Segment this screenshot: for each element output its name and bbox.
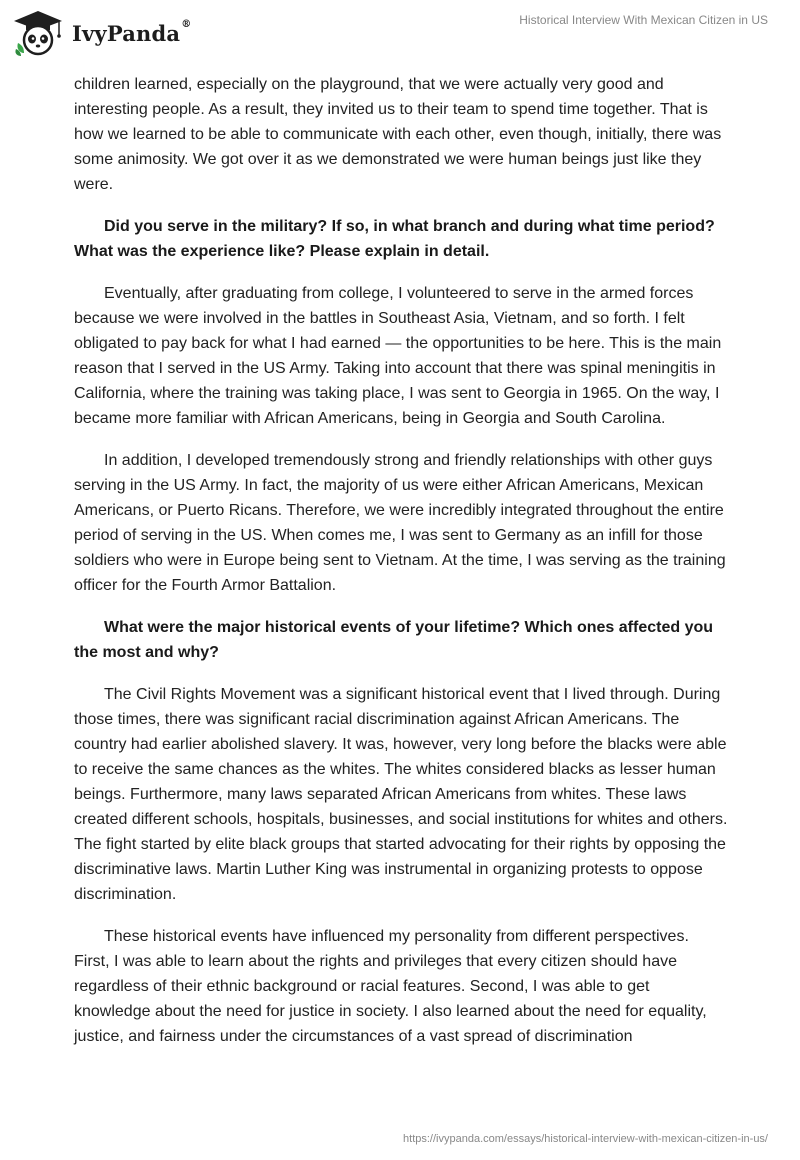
ivypanda-logo[interactable]	[12, 8, 191, 58]
source-url[interactable]: https://ivypanda.com/essays/historical-interview-with-mexican-citizen-in-us/	[403, 1133, 768, 1145]
document-title: Historical Interview With Mexican Citizen in US	[519, 13, 768, 27]
brand-text: IvyPanda	[72, 20, 181, 46]
paragraph: These historical events have influenced my personality from different perspectives. First, I was able to learn about the rights and privileges that every citizen should have regardless of their ethnic background or racial features. Second, I was able to get knowledge about the need for justice in society. I also learned about the need for equality, justice, and fairness under the circumstances of a vast spread of discrimination	[74, 928, 707, 1045]
page-header	[0, 0, 800, 70]
paragraph: Eventually, after graduating from college, I volunteered to serve in the armed forces because we were involved in the battles in Southeast Asia, Vietnam, and so forth. I felt obligated to pay back for what I had earned — the opportunities to be here. This is the main reason that I served in the US Army. Taking into account that there was spinal meningitis in California, where the training was taking place, I was sent to Georgia in 1965. On the way, I became more familiar with African Americans, being in Georgia and South Carolina.	[74, 285, 722, 427]
paragraph: In addition, I developed tremendously strong and friendly relationships with other guys serving in the US Army. In fact, the majority of us were either African Americans, Mexican Americans, or Puerto Ricans. Therefore, we were incredibly integrated throughout the entire period of serving in the US. When comes me, I was sent to Germany as an infill for those soldiers who were in Europe being sent to Vietnam. At the time, I was serving as the training officer for the Fourth Armor Battalion.	[74, 452, 726, 594]
interview-question: Did you serve in the military? If so, in what branch and during what time period? What was the experience like? Please explain in detail.	[74, 218, 715, 260]
paragraph: The Civil Rights Movement was a significant historical event that I lived through. During those times, there was significant racial discrimination against African Americans. The country had earlier abolished slavery. It was, however, very long before the blacks were able to receive the same chances as the whites. The whites considered blacks as lesser human beings. Furthermore, many laws separated African Americans from whites. These laws created different schools, hospitals, businesses, and social institutions for whites and others. The fight started by elite black groups that started advocating for their rights by opposing the discriminative laws. Martin Luther King was instrumental in organizing protests to oppose discrimination.	[74, 686, 728, 903]
essay-body	[74, 72, 728, 1066]
graduation-cap-panda-icon	[12, 9, 64, 57]
interview-question: What were the major historical events of your lifetime? Which ones affected you the most and why?	[74, 619, 714, 661]
paragraph: children learned, especially on the playground, that we were actually very good and interesting people. As a result, they invited us to their team to spend time together. That is how we learned to be able to communicate with each other, even though, initially, there was some animosity. We got over it as we demonstrated we were human beings just like they were.	[74, 76, 722, 193]
trademark-symbol: ®	[181, 18, 192, 30]
brand-name	[72, 18, 192, 46]
